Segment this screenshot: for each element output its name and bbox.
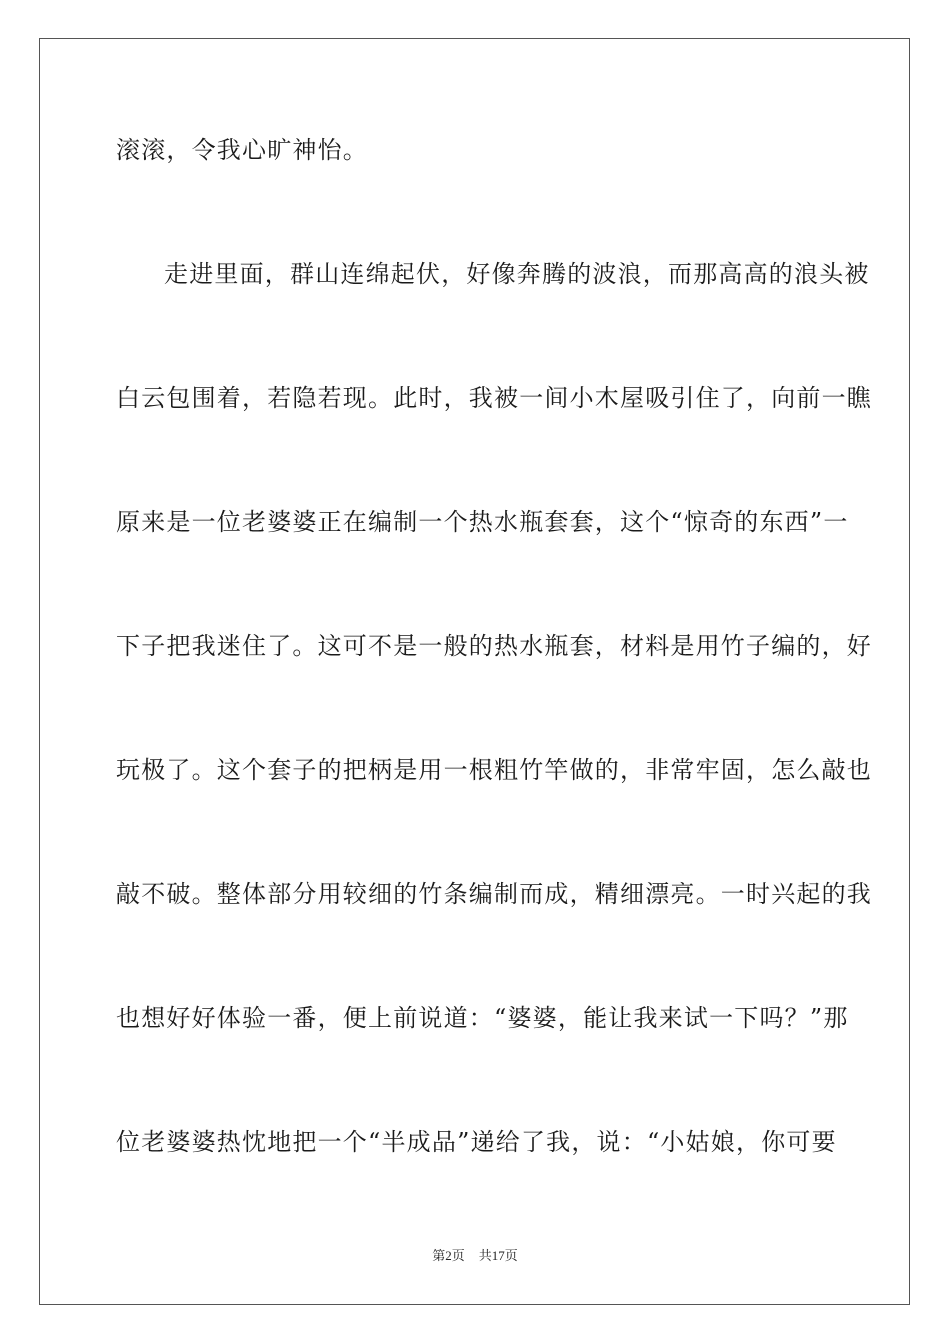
page-border [39,38,910,1305]
paragraph-line: 原来是一位老婆婆正在编制一个热水瓶套套，这个“惊奇的东西”一 [116,508,849,536]
paragraph-line: 滚滚，令我心旷神怡。 [116,136,368,164]
page-total: 共17页 [478,1248,518,1263]
page-footer [0,1247,950,1265]
page-number: 第2页 [432,1248,465,1263]
paragraph-line: 位老婆婆热忱地把一个“半成品”递给了我，说：“小姑娘，你可要 [116,1128,837,1156]
paragraph-line: 敲不破。整体部分用较细的竹条编制而成，精细漂亮。一时兴起的我 [116,880,872,908]
paragraph-line: 下子把我迷住了。这可不是一般的热水瓶套，材料是用竹子编的，好 [116,632,872,660]
paragraph-line: 玩极了。这个套子的把柄是用一根粗竹竿做的，非常牢固，怎么敲也 [116,756,872,784]
paragraph-line: 也想好好体验一番，便上前说道：“婆婆，能让我来试一下吗？”那 [116,1004,849,1032]
paragraph-line: 走进里面，群山连绵起伏，好像奔腾的波浪，而那高高的浪头被 [164,260,870,288]
paragraph-line: 白云包围着，若隐若现。此时，我被一间小木屋吸引住了，向前一瞧 [116,384,872,412]
